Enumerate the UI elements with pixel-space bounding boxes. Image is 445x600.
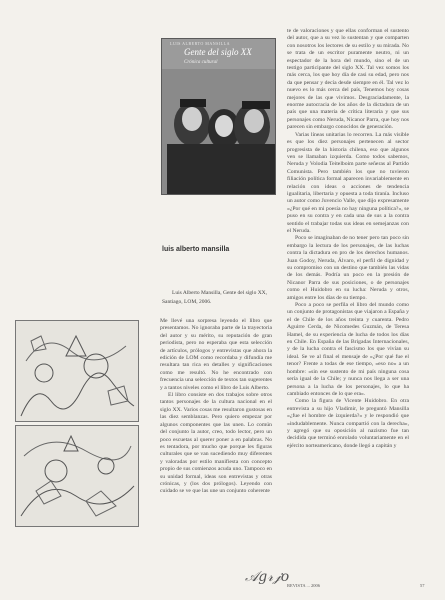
paragraph-text: Como la figura de Vicente Huidobro. En otra entrevista a su hijo Vladimir, le preguntó Mansilla «¿fue el hombre de izquierda?» y le respondió que «indudablemente. Nunca compartió con la derecha», y agregó que su oposición al nazismo fue tan decidida que terminó enrolado voluntariamente en el ejército norteamericano, donde llegó a capitán y [287,398,409,449]
paragraph [287,132,409,236]
paragraph-text: Varias líneas unitarias lo recorren. La más visible es que los diez personajes pertenecen al sector progresista de la historia chilena, eso que algunos ven se llamaban izquierda. Como todos sabemos, Neruda y Volodia Teitelboim parte señeras al Partido Comunista. Pero también los que no tuvieron filiación política formal aparecen invariablemente en relación con ideas o acciones de tendencia igualitaria, libertaria y opuesta a toda tiranía. Incluso un autor como Juvencio Valle, que dijo expresamente «¿Por qué en mi poesía no hay ninguna política?», se puso en su contra y en cada una de sus a la contra sentido el trabajar todas sus ideas en semejanzas con el Neruda. [287,131,409,234]
cover-title: Gente del siglo XX [184,47,252,57]
cover-subtitle: Crónica cultural [184,60,218,65]
footer-journal: REVISTA ... 2006 [287,583,321,588]
engraving-bottom [15,425,139,527]
handwritten-signature: 𝒜𝑔𝓇𝒿𝑜 [245,569,290,585]
paragraph [287,28,409,132]
cover-photo [162,69,275,194]
paragraph [160,392,272,496]
paragraph [287,302,409,398]
author-name: luis alberto mansilla [162,246,230,253]
engraving-top [15,320,139,422]
paragraph-text: El libro consiste en dos trabajos sobre otros tantos personajes de la cultura nacional en el siglo XX. Varios cosas me resultaron gustosas en las diez semblanzas. Pero quiero empezar por algunos componentes que las unen. Lo común del conjunto la autor, creo, todo lector, pero un poco escuetas al querer poner a en palabras. No es tentadora, por mucho que porque les figuras culturales que se van sucediendo muy diferentes y valoradas por estilo manifiesta con concepto propio de sus comienzos acuda uno. Tampoco en su unidad formal, ideas son entrevistas y otras crónicas, y (los dos prólogos). Leyendo con cuidado se ve que las une un conjunto coherente [160,392,272,495]
paragraph-text: Me llevé una sorpresa leyendo el libro que presentamos. No ignoraba parte de la trayectoria del autor y su mérito, su reputación de gran periodista, pero no esperaba que esta selección de artículos, prólogos y entrevistas que ahora la edición de LOM como recordaba y difundía me resultara tan rica en detalles y significaciones como me resultó. No he encontrado con frecuencia una selección de textos tan sugerentes y a tantos niveles como el libro de Luis Alberto. [160,318,272,391]
book-caption-line-2: Santiago, LOM, 2006. [162,299,212,305]
paragraph-text: Poco se imaginaban de no tener pero tan poco sin embargo la lectura de los personajes, de las luchas contra la dictadura en pro de los derechos humanos. Juan Godoy, Neruda, Álvaro, el perfil de dignidad y su compromiso con un destino que también las vidas de los demás. Podría un poco en la presión de Nicanor Parra de sus posiciones, o de personajes como el Huidobro en su lucha: Neruda y otros, amigos entre los días de su tiempo. [287,235,409,301]
paragraph-text: Poco a poco se perfila el libro del mundo como un conjunto de protagonistas que viajaron a España y el de Chile de los años treinta y cuarenta. Pedro Aguirre Cerda, de Nicomedes Guzmán, de Teresa Hamel, de su experiencia de lucha de todos los días en Chile. En España de las Brigadas Internacionales, y de la lucha contra el fascismo los que vivían su ideal. Se ve al final el mensaje de «¿Por qué fue el tenor? Frente a todas de ese tiempo, «eso no» a un hombre: «sin ese sustento de mi país ninguna cosa sería igual de la Chile; y nunca nos llega a ser una persona a la lucha de los personajes, lo que ha cambiado entonces de lo que era». [287,302,409,397]
paragraph-text: te de valoraciones y que ellas conforman el sustento del autor, que a su vez lo sustentan y que comparten con nosotros los lectores de su estilo y su mirada. No se trata de un escritor puramente neutro, ni un espectador de la hora del mundo, sino el de un testigo participante del siglo XX. Tal vez somos los más cerca, los que hoy día de casi su edad, pero nos da que pensar y decía desde siempre en él. Tal vez lo nuevo es lo más cerca del país, Tenemos hoy cosas mejores de las que vivimos. Desgraciadamente, la enorme autocracia de los años de la dictadura de un país que una materia de crítica literaria y que sus personajes como Neruda, Nicanor Parra, que hoy nos parecen sin embargo conocidos de generación. [287,28,409,131]
engraving-bottom-art [16,426,138,526]
page-number: 57 [420,583,425,588]
paragraph [287,398,409,450]
article-column-left [160,318,272,568]
cover-author: LUIS ALBERTO MANSILLA [170,41,230,46]
engraving-top-art [16,321,138,421]
paragraph [160,318,272,392]
article-column-right [287,28,409,563]
paragraph [287,235,409,302]
book-caption-line-1: Luis Alberto Mansilla, Gente del siglo XX, [172,290,268,296]
book-cover [161,38,276,195]
